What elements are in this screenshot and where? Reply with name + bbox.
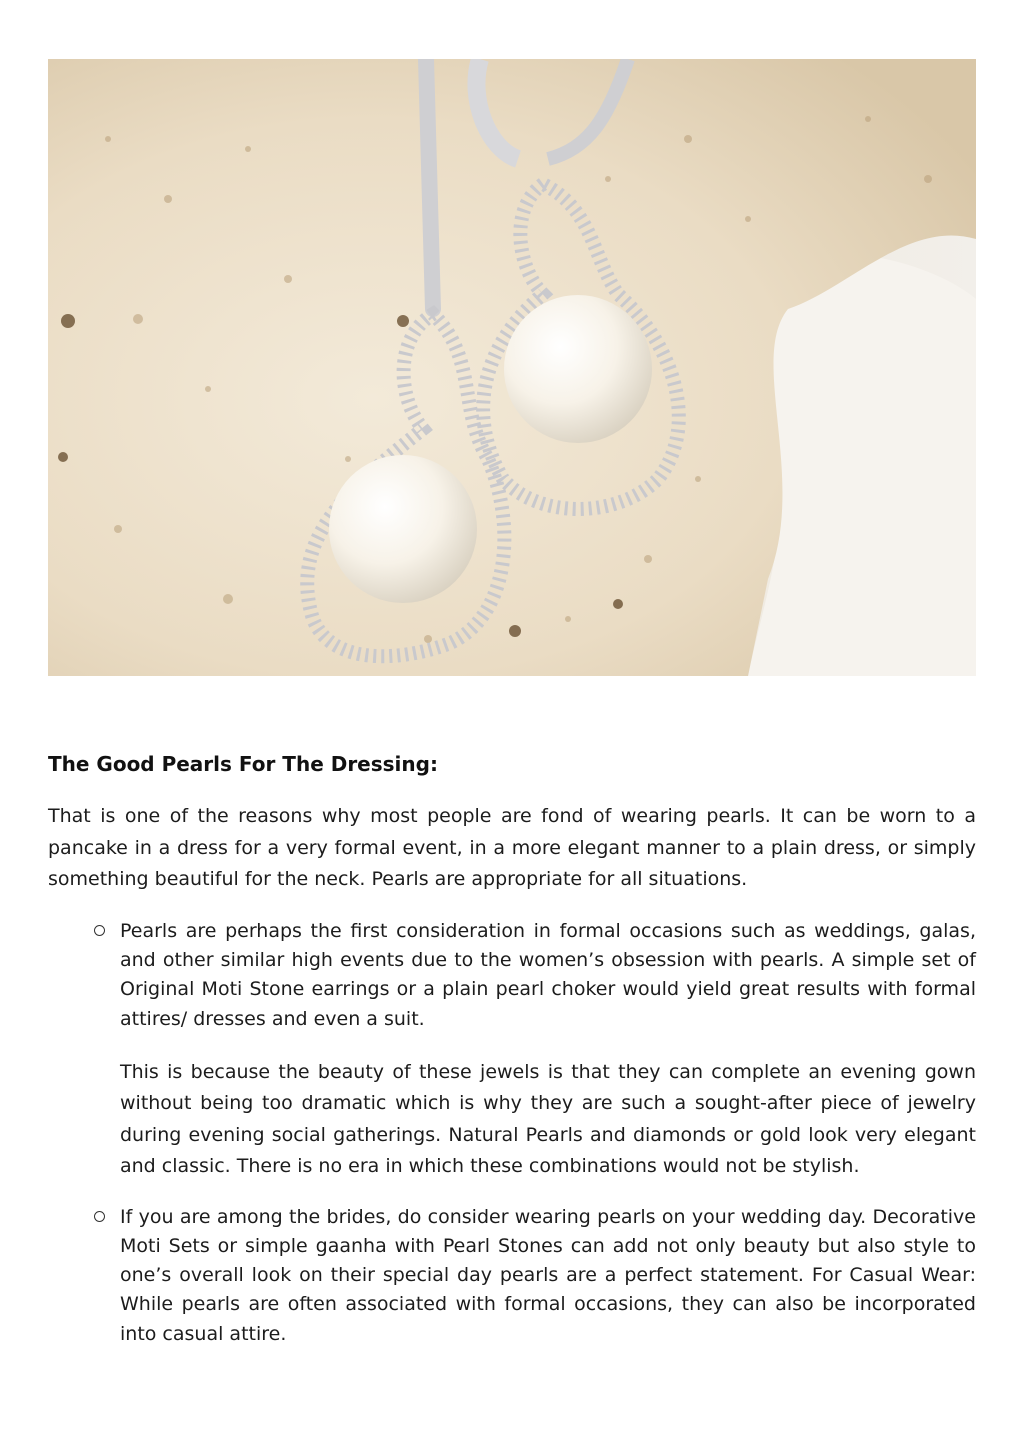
bullet-list [48,917,976,1349]
hollow-circle-bullet-icon [94,925,105,936]
list-item [48,1203,976,1349]
pearl-earrings-photo [48,59,976,676]
pearl-earrings-image [48,59,976,676]
intro-paragraph: That is one of the reasons why most people are fond of wearing pearls. It can be worn to a pancake in a dress for a very formal event, in a more elegant manner to a plain dress, or simply something beautiful for the neck. Pearls are appropriate for all situations. [48,805,976,890]
list-item-paragraph: If you are among the brides, do consider wearing pearls on your wedding day. Decorative Moti Sets or simple gaanha with Pearl Stones can add not only beauty but also style to one’s overall look on their special day pearls are a perfect statement. For Casual Wear: While pearls are often associated with formal occasions, they can also be incorporated into casual attire. [120,1205,976,1345]
list-item [48,917,976,1183]
section-heading: The Good Pearls For The Dressing: [48,752,438,776]
list-item-paragraph: Pearls are perhaps the first consideration in formal occasions such as weddings, galas, and other similar high events due to the women’s obsession with pearls. A simple set of Original Moti Stone earrings or a plain pearl choker would yield great results with formal attires/ dresses and even a suit. [120,920,976,1030]
hollow-circle-bullet-icon [94,1211,105,1222]
list-item-paragraph: This is because the beauty of these jewels is that they can complete an evening gown without being too dramatic which is why they are such a sought-after piece of jewelry during evening social gatherings. Natural Pearls and diamonds or gold look very elegant and classic. There is no era in which these combinations would not be stylish. [120,1060,976,1178]
